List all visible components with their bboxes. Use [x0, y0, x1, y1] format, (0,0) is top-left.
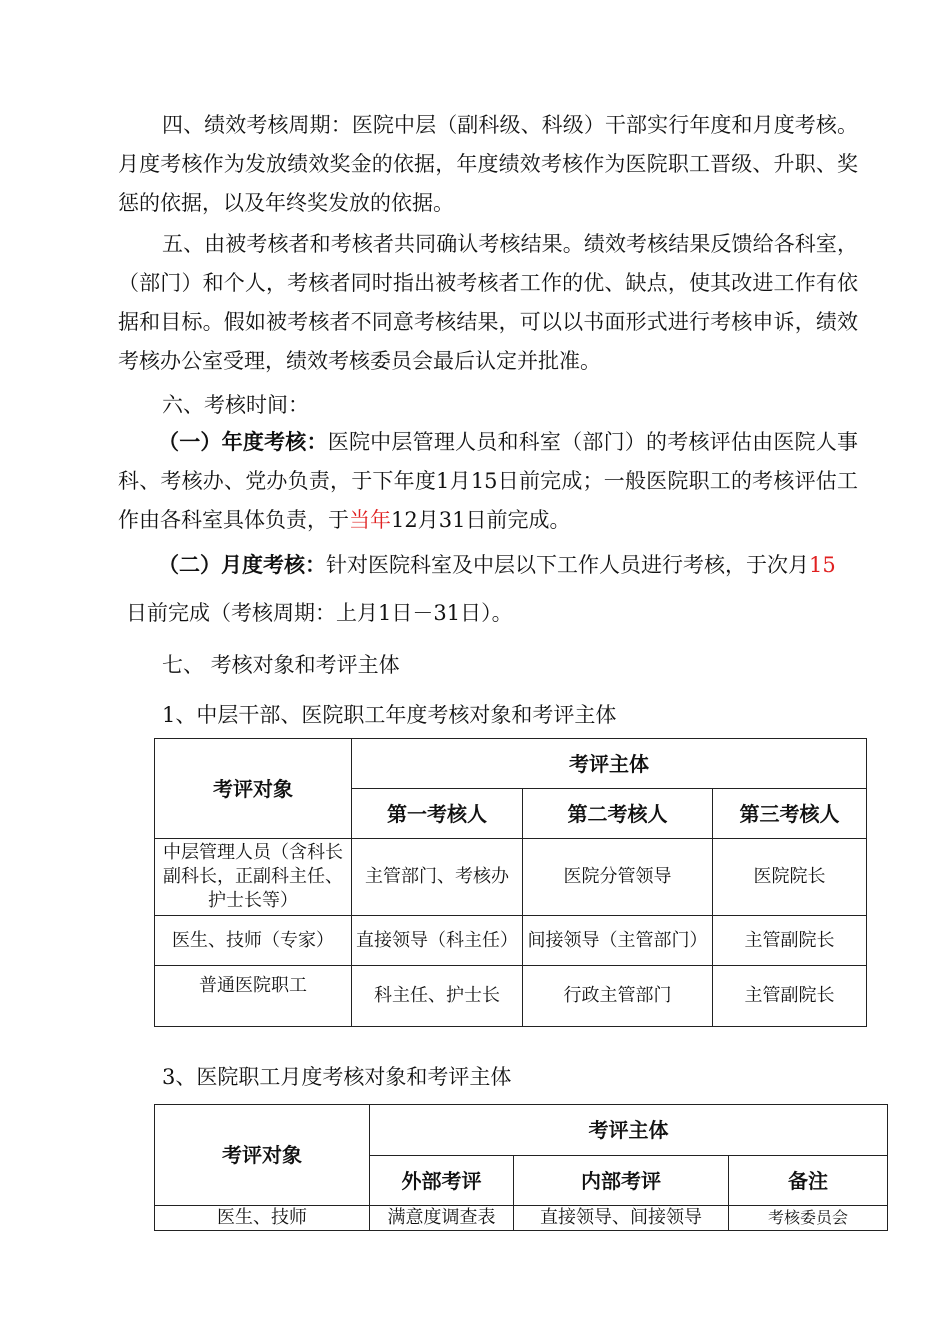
monthly-review-text-1: 针对医院科室及中层以下工作人员进行考核，于次月 — [326, 553, 809, 577]
table1-caption: 1、中层干部、医院职工年度考核对象和考评主体 — [162, 703, 617, 727]
section-7-heading: 七、 考核对象和考评主体 — [162, 653, 400, 677]
annual-review-label: （一）年度考核： — [158, 429, 328, 454]
annual-review-paragraph — [118, 422, 858, 540]
table1-row3-first: 科主任、护士长 — [352, 966, 523, 1027]
table1-row2-first: 直接领导（科主任） — [352, 916, 523, 966]
table3-subheader-note: 备注 — [729, 1156, 888, 1206]
table1-row2-third: 主管副院长 — [713, 916, 867, 966]
table1-subheader-third: 第三考核人 — [713, 789, 867, 839]
monthly-review-highlight: 15 — [809, 553, 836, 577]
table-row — [155, 966, 867, 1027]
table3-header-object: 考评对象 — [155, 1105, 370, 1206]
table1-row1-first: 主管部门、考核办 — [352, 839, 523, 916]
table-row — [155, 916, 867, 966]
table1-row1-second: 医院分管领导 — [523, 839, 713, 916]
table3-subheader-external: 外部考评 — [370, 1156, 514, 1206]
section-4-paragraph: 四、绩效考核周期：医院中层（副科级、科级）干部实行年度和月度考核。月度考核作为发放绩效奖金的依据，年度绩效考核作为医院职工晋级、升职、奖惩的依据，以及年终奖发放的依据。 — [118, 113, 858, 215]
table3-subheader-internal: 内部考评 — [514, 1156, 729, 1206]
table3-row1-internal: 直接领导、间接领导 — [514, 1206, 729, 1231]
table1-row2-second: 间接领导（主管部门） — [523, 916, 713, 966]
table1-row3-object: 普通医院职工 — [155, 966, 352, 1027]
table1-row2-object: 医生、技师（专家） — [155, 916, 352, 966]
table3-row1-note: 考核委员会 — [729, 1206, 888, 1231]
table-row — [155, 1206, 888, 1231]
annual-review-text-2: 12月31日前完成。 — [391, 508, 571, 532]
table1-header-object: 考评对象 — [155, 739, 352, 839]
annual-review-text-1: 医院中层管理人员和科室（部门）的考核评估由医院人事科、考核办、党办负责，于下年度1月15日前完成；一般医院职工的考核评估工作由各科室具体负责，于 — [118, 430, 858, 532]
table3-row1-object: 医生、技师 — [155, 1206, 370, 1231]
section-5-paragraph: 五、由被考核者和考核者共同确认考核结果。绩效考核结果反馈给各科室，（部门）和个人，考核者同时指出被考核者工作的优、缺点，使其改进工作有依据和目标。假如被考核者不同意考核结果，可以以书面形式进行考核申诉，绩效考核办公室受理，绩效考核委员会最后认定并批准。 — [118, 232, 858, 373]
table1-subheader-second: 第二考核人 — [523, 789, 713, 839]
table1-row3-second: 行政主管部门 — [523, 966, 713, 1027]
annual-review-highlight: 当年 — [349, 508, 391, 532]
table1-subheader-first: 第一考核人 — [352, 789, 523, 839]
table1-header-subject: 考评主体 — [352, 739, 867, 789]
monthly-review-line-2: 日前完成（考核周期：上月1日－31日）。 — [126, 601, 513, 625]
monthly-review-table — [154, 1104, 888, 1231]
table3-header-subject: 考评主体 — [370, 1105, 888, 1156]
monthly-review-label: （二）月度考核： — [158, 552, 326, 577]
table3-caption: 3、医院职工月度考核对象和考评主体 — [162, 1065, 512, 1089]
table3-row1-external: 满意度调查表 — [370, 1206, 514, 1231]
table1-row3-third: 主管副院长 — [713, 966, 867, 1027]
section-6-heading: 六、考核时间： — [162, 393, 309, 417]
monthly-review-line-1 — [158, 550, 836, 580]
table1-row1-third: 医院院长 — [713, 839, 867, 916]
annual-review-table — [154, 738, 867, 1027]
table1-row1-object: 中层管理人员（含科长 副科长，正副科主任、护士长等） — [155, 839, 352, 916]
table-row — [155, 839, 867, 916]
